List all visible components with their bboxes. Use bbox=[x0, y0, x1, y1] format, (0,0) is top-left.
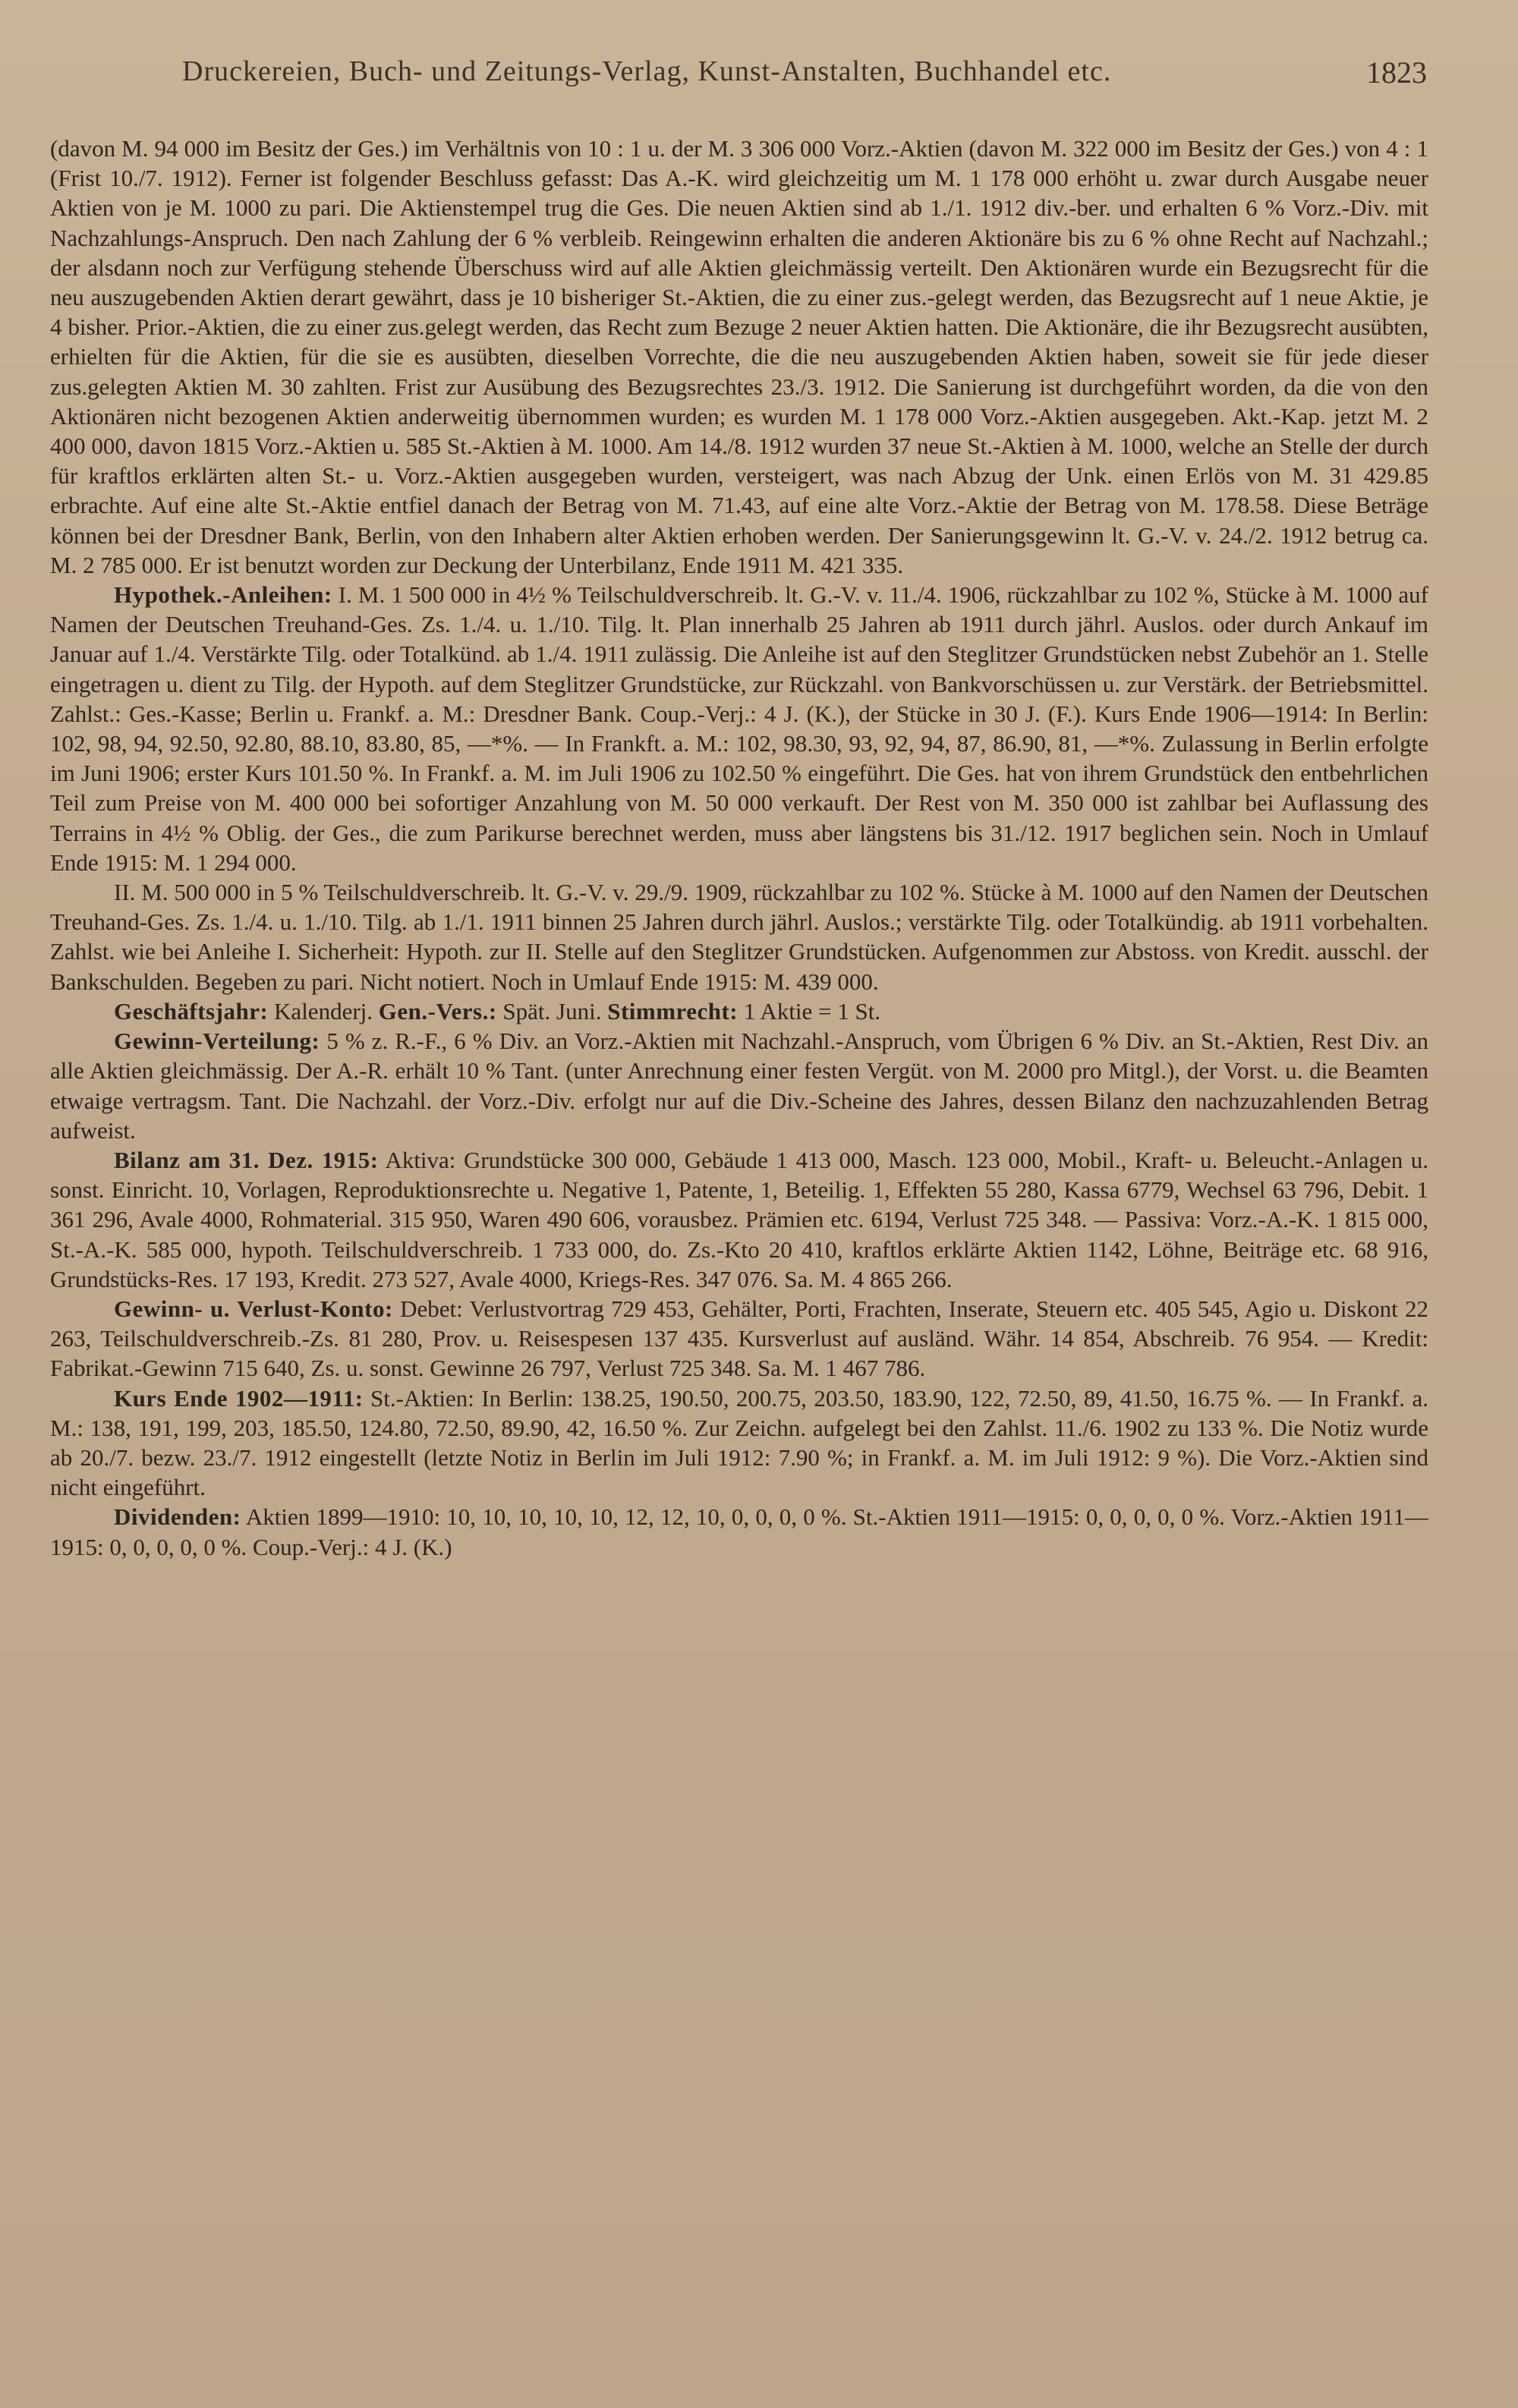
paragraph-bilanz bbox=[50, 1145, 1428, 1294]
paragraph-anleihe-ii bbox=[50, 877, 1428, 996]
running-title: Druckereien, Buch- und Zeitungs-Verlag, Kunst-Anstalten, Buchhandel etc. bbox=[182, 55, 1112, 87]
paragraph-text: Aktiva: Grundstücke 300 000, Gebäude 1 413 000, Masch. 123 000, Mobil., Kraft- u. Beleucht.-Anlagen u. sonst. Einricht. 10, Vorlagen, Reproduktionsrechte u. Negative 1, Patente, 1, Beteilig. 1, Effekten 55 280, Kassa 6779, Wechsel 63 796, Debit. 1 361 296, Avale 4000, Rohmaterial. 315 950, Waren 490 606, vorausbez. Prämien etc. 6194, Verlust 725 348. — Passiva: Vorz.-A.-K. 1 815 000, St.-A.-K. 585 000, hypoth. Teilschuldverschreib. 1 733 000, do. Zs.-Kto 20 410, kraftlos erklärte Aktien 1142, Löhne, Beiträge etc. 68 916, Grundstücks-Res. 17 193, Kredit. 273 527, Avale 4000, Kriegs-Res. 347 076. Sa. M. 4 865 266. bbox=[50, 1146, 1428, 1292]
paragraph-text: (davon M. 94 000 im Besitz der Ges.) im Verhältnis von 10 : 1 u. der M. 3 306 000 Vorz.-Aktien (davon M. 322 000 im Besitz der Ges.) von 4 : 1 (Frist 10./7. 1912). Ferner ist folgender Beschluss gefasst: Das A.-K. wird gleichzeitig um M. 1 178 000 erhöht u. zwar durch Ausgabe neuer Aktien von je M. 1000 zu pari. Die Aktienstempel trug die Ges. Die neuen Aktien sind ab 1./1. 1912 div.-ber. und erhalten 6 % Vorz.-Div. mit Nachzahlungs-Anspruch. Den nach Zahlung der 6 % verbleib. Reingewinn erhalten die anderen Aktionäre bis zu 6 % ohne Recht auf Nachzahl.; der alsdann noch zur Verfügung stehende Überschuss wird auf alle Aktien gleichmässig verteilt. Den Aktionären wurde ein Bezugsrecht für die neu auszugebenden Aktien derart gewährt, dass je 10 bisheriger St.-Aktien, die zu einer zus.-gelegt werden, das Bezugsrecht auf 1 neue Aktie, je 4 bisher. Prior.-Aktien, die zu einer zus.gelegt werden, das Recht zum Bezuge 2 neuer Aktien hatten. Die Aktionäre, die ihr Bezugsrecht ausübten, erhielten für die Aktien, für die sie es ausübten, dieselben Vorrechte, die die neu auszugebenden Aktien haben, soweit sie für jede dieser zus.gelegten Aktien M. 30 zahlten. Frist zur Ausübung des Bezugsrechtes 23./3. 1912. Die Sanierung ist durchgeführt worden, da die von den Aktionären nicht bezogenen Aktien anderweitig übernommen wurden; es wurden M. 1 178 000 Vorz.-Aktien ausgegeben. Akt.-Kap. jetzt M. 2 400 000, davon 1815 Vorz.-Aktien u. 585 St.-Aktien à M. 1000. Am 14./8. 1912 wurden 37 neue St.-Aktien à M. 1000, welche an Stelle der durch für kraftlos erklärten alten St.- u. Vorz.-Aktien ausgegeben wurden, versteigert, was nach Abzug der Unk. einen Erlös von M. 31 429.85 erbrachte. Auf eine alte St.-Aktie entfiel danach der Betrag von M. 71.43, auf eine alte Vorz.-Aktie der Betrag von M. 178.58. Diese Beträge können bei der Dresdner Bank, Berlin, von den Inhabern alter Aktien erhoben werden. Der Sanierungsgewinn lt. G.-V. v. 24./2. 1912 betrug ca. M. 2 785 000. Er ist benutzt worden zur Deckung der Unterbilanz, Ende 1911 M. 421 335. bbox=[50, 135, 1428, 578]
section-heading-geschaeftsjahr: Geschäftsjahr: bbox=[114, 997, 269, 1025]
paragraph-text: Spät. Juni. bbox=[496, 997, 608, 1025]
section-heading-gewinn-verlust-konto: Gewinn- u. Verlust-Konto: bbox=[114, 1295, 393, 1322]
paragraph-hypothek-anleihen bbox=[50, 580, 1428, 877]
paragraph-geschaeftsjahr bbox=[50, 996, 1428, 1026]
section-heading-kurs: Kurs Ende 1902—1911: bbox=[114, 1384, 364, 1412]
paragraph-gewinn-verteilung bbox=[50, 1026, 1428, 1145]
section-heading-bilanz: Bilanz am 31. Dez. 1915: bbox=[114, 1146, 379, 1173]
paragraph-text: Debet: Verlustvortrag 729 453, Gehälter, Porti, Frachten, Inserate, Steuern etc. 405 545, Agio u. Diskont 22 263, Teilschuldverschreib.-Zs. 81 280, Prov. u. Reisespesen 137 435. Kursverlust auf ausländ. Währ. 14 854, Abschreib. 76 954. — Kredit: Fabrikat.-Gewinn 715 640, Zs. u. sonst. Gewinne 26 797, Verlust 725 348. Sa. M. 1 467 786. bbox=[50, 1295, 1429, 1382]
paragraph-text: Aktien 1899—1910: 10, 10, 10, 10, 10, 12, 12, 10, 0, 0, 0, 0 %. St.-Aktien 1911—1915: 0, 0, 0, 0, 0 %. Vorz.-Aktien 1911—1915: 0, 0, 0, 0, 0 %. Coup.-Verj.: 4 J. (K.) bbox=[50, 1503, 1428, 1560]
paragraph-text: Kalenderj. bbox=[268, 997, 379, 1025]
section-heading-gen-vers: Gen.-Vers.: bbox=[378, 997, 497, 1025]
section-heading-dividenden: Dividenden: bbox=[114, 1503, 241, 1531]
paragraph-text: 1 Aktie = 1 St. bbox=[738, 997, 881, 1025]
paragraph-kurs bbox=[50, 1383, 1428, 1503]
paragraph-text: St.-Aktien: In Berlin: 138.25, 190.50, 200.75, 203.50, 183.90, 122, 72.50, 89, 41.50, 16.75 %. — In Frankf. a. M.: 138, 191, 199, 203, 185.50, 124.80, 72.50, 89.90, 42, 16.50 %. Zur Zeichn. aufgelegt bei den Zahlst. 11./6. 1902 zu 133 %. Die Notiz wurde ab 20./7. bezw. 23./7. 1912 eingestellt (letzte Notiz in Berlin im Juli 1912: 7.90 %; in Frankf. a. M. im Juli 1912: 9 %). Die Vorz.-Aktien sind nicht eingeführt. bbox=[50, 1384, 1428, 1501]
article-body bbox=[50, 134, 1428, 1562]
paragraph-dividenden bbox=[50, 1502, 1428, 1561]
paragraph-text: I. M. 1 500 000 in 4½ % Teilschuldverschreib. lt. G.-V. v. 11./4. 1906, rückzahlbar zu 102 %, Stücke à M. 1000 auf Namen der Deutschen Treuhand-Ges. Zs. 1./4. u. 1./10. Tilg. lt. Plan innerhalb 25 Jahren ab 1911 durch jährl. Auslos. oder durch Ankauf im Januar auf 1./4. Verstärkte Tilg. oder Totalkünd. ab 1./4. 1911 zulässig. Die Anleihe ist auf den Steglitzer Grundstücken nebst Zubehör an 1. Stelle eingetragen u. dient zu Tilg. der Hypoth. auf dem Steglitzer Grundstücke, zur Rückzahl. von Bankvorschüssen u. zur Verstärk. der Betriebsmittel. Zahlst.: Ges.-Kasse; Berlin u. Frankf. a. M.: Dresdner Bank. Coup.-Verj.: 4 J. (K.), der Stücke in 30 J. (F.). Kurs Ende 1906—1914: In Berlin: 102, 98, 94, 92.50, 92.80, 88.10, 83.80, 85, —*%. — In Frankft. a. M.: 102, 98.30, 93, 92, 94, 87, 86.90, 81, —*%. Zulassung in Berlin erfolgte im Juni 1906; erster Kurs 101.50 %. In Frankf. a. M. im Juli 1906 zu 102.50 % eingeführt. Die Ges. hat von ihrem Grundstück den entbehrlichen Teil zum Preise von M. 400 000 bei sofortiger Anzahlung von M. 50 000 verkauft. Der Rest von M. 350 000 ist zahlbar bei Auflassung des Terrains in 4½ % Oblig. der Ges., die zum Parikurse berechnet werden, muss aber längstens bis 31./12. 1917 beglichen sein. Noch in Umlauf Ende 1915: M. 1 294 000. bbox=[50, 581, 1428, 876]
section-heading-hypothek-anleihen: Hypothek.-Anleihen: bbox=[114, 581, 332, 609]
paragraph-sanierung bbox=[50, 134, 1428, 580]
section-heading-stimmrecht: Stimmrecht: bbox=[607, 997, 739, 1025]
page-number: 1823 bbox=[1366, 55, 1427, 90]
paragraph-text: 5 % z. R.-F., 6 % Div. an Vorz.-Aktien mit Nachzahl.-Anspruch, vom Übrigen 6 % Div. an St.-Aktien, Rest Div. an alle Aktien gleichmässig. Der A.-R. erhält 10 % Tant. (unter Anrechnung einer festen Vergüt. von M. 2000 pro Mitgl.), der Vorst. u. die Beamten etwaige vertragsm. Tant. Die Nachzahl. der Vorz.-Div. erfolgt nur auf die Div.-Scheine des Jahres, dessen Bilanz den nachzuzahlenden Betrag aufweist. bbox=[50, 1028, 1428, 1144]
page-header bbox=[129, 55, 1427, 100]
paragraph-text: II. M. 500 000 in 5 % Teilschuldverschreib. lt. G.-V. v. 29./9. 1909, rückzahlbar zu 102 %. Stücke à M. 1000 auf den Namen der Deutschen Treuhand-Ges. Zs. 1./4. u. 1./10. Tilg. ab 1./1. 1911 binnen 25 Jahren durch jährl. Auslos.; verstärkte Tilg. oder Totalkündig. ab 1911 vorbehalten. Zahlst. wie bei Anleihe I. Sicherheit: Hypoth. zur II. Stelle auf den Steglitzer Grundstücken. Aufgenommen zur Abstoss. von Kredit. ausschl. der Bankschulden. Begeben zu pari. Nicht notiert. Noch in Umlauf Ende 1915: M. 439 000. bbox=[50, 879, 1428, 995]
section-heading-gewinn-verteilung: Gewinn-Verteilung: bbox=[114, 1028, 320, 1055]
paragraph-gewinn-verlust-konto bbox=[50, 1294, 1428, 1383]
